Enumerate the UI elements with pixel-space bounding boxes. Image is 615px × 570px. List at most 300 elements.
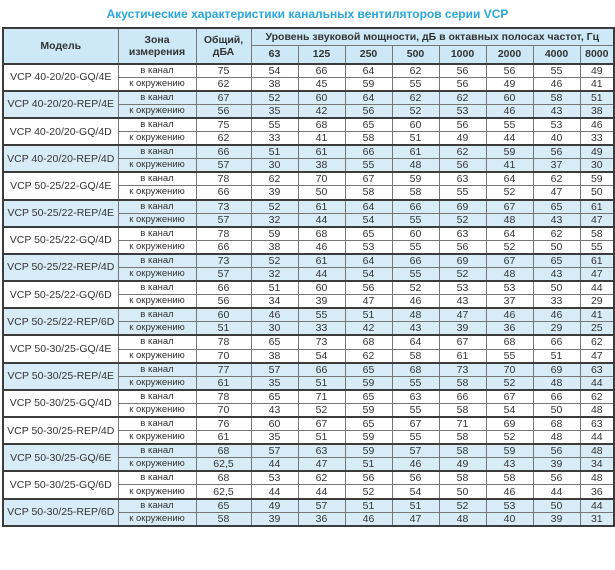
band-4000-cell: 46 — [533, 77, 580, 91]
band-1000-cell: 55 — [439, 186, 486, 200]
zone-surround-cell: к окружению — [118, 458, 196, 472]
band-4000-cell: 66 — [533, 390, 580, 404]
band-4000-cell: 56 — [533, 471, 580, 485]
band-4000-cell: 58 — [533, 91, 580, 105]
band-125-cell: 36 — [298, 512, 345, 526]
band-2000-cell: 52 — [486, 431, 533, 445]
band-2000-cell: 64 — [486, 227, 533, 241]
band-2000-cell: 67 — [486, 390, 533, 404]
total-dba-cell: 62,5 — [196, 485, 251, 499]
model-cell: VCP 50-30/25-REP/4D — [3, 417, 118, 444]
band-250-cell: 59 — [345, 77, 392, 91]
band-1000-cell: 56 — [439, 77, 486, 91]
band-2000-cell: 53 — [486, 281, 533, 295]
band-2000-cell: 59 — [486, 145, 533, 159]
band-4000-cell: 29 — [533, 322, 580, 336]
total-dba-cell: 66 — [196, 145, 251, 159]
band-1000-cell: 73 — [439, 363, 486, 377]
zone-surround-cell: к окружению — [118, 213, 196, 227]
band-125-cell: 45 — [298, 77, 345, 91]
total-dba-cell: 68 — [196, 471, 251, 485]
band-2000-cell: 44 — [486, 132, 533, 146]
table-row-in-duct — [3, 335, 614, 349]
band-63-cell: 38 — [251, 77, 298, 91]
band-250-cell: 42 — [345, 322, 392, 336]
header-zone — [118, 28, 196, 64]
model-cell: VCP 50-30/25-REP/6D — [3, 499, 118, 526]
band-250-cell: 56 — [345, 104, 392, 118]
band-125-cell: 41 — [298, 132, 345, 146]
band-2000-cell: 52 — [486, 376, 533, 390]
band-500-cell: 52 — [392, 281, 439, 295]
zone-surround-cell: к окружению — [118, 132, 196, 146]
table-row-in-duct — [3, 200, 614, 214]
band-8000-cell: 47 — [580, 349, 614, 363]
band-250-cell: 54 — [345, 267, 392, 281]
band-125-cell: 68 — [298, 118, 345, 132]
band-500-cell: 46 — [392, 295, 439, 309]
band-1000-cell: 50 — [439, 485, 486, 499]
band-4000-cell: 48 — [533, 376, 580, 390]
band-500-cell: 62 — [392, 91, 439, 105]
band-4000-cell: 43 — [533, 104, 580, 118]
band-250-cell: 47 — [345, 295, 392, 309]
band-250-cell: 66 — [345, 145, 392, 159]
band-2000-cell: 56 — [486, 64, 533, 78]
header-total — [196, 28, 251, 64]
band-63-cell: 59 — [251, 227, 298, 241]
band-1000-cell: 66 — [439, 390, 486, 404]
band-500-cell: 61 — [392, 145, 439, 159]
band-250-cell: 64 — [345, 91, 392, 105]
band-63-cell: 35 — [251, 376, 298, 390]
band-4000-cell: 37 — [533, 159, 580, 173]
model-cell: VCP 40-20/20-GQ/4D — [3, 118, 118, 145]
model-cell: VCP 50-25/22-REP/6D — [3, 308, 118, 335]
band-125-cell: 61 — [298, 145, 345, 159]
band-4000-cell: 65 — [533, 254, 580, 268]
band-125-cell: 46 — [298, 240, 345, 254]
total-dba-cell: 78 — [196, 227, 251, 241]
band-8000-cell: 61 — [580, 200, 614, 214]
total-dba-cell: 66 — [196, 186, 251, 200]
band-8000-cell: 59 — [580, 172, 614, 186]
band-1000-cell: 52 — [439, 267, 486, 281]
band-1000-cell: 56 — [439, 118, 486, 132]
table-row-in-duct — [3, 281, 614, 295]
band-125-cell: 38 — [298, 159, 345, 173]
zone-in-duct-cell: в канал — [118, 390, 196, 404]
band-500-cell: 55 — [392, 213, 439, 227]
band-8000-cell: 36 — [580, 485, 614, 499]
band-63-cell: 51 — [251, 145, 298, 159]
header-model: Модель — [3, 28, 118, 64]
table-row-in-duct — [3, 145, 614, 159]
band-125-cell: 68 — [298, 227, 345, 241]
band-250-cell: 65 — [345, 417, 392, 431]
band-250-cell: 67 — [345, 172, 392, 186]
total-dba-cell: 62 — [196, 77, 251, 91]
table-row-in-duct — [3, 172, 614, 186]
band-8000-cell: 47 — [580, 213, 614, 227]
band-1000-cell: 56 — [439, 240, 486, 254]
total-dba-cell: 76 — [196, 417, 251, 431]
band-1000-cell: 62 — [439, 91, 486, 105]
zone-surround-cell: к окружению — [118, 322, 196, 336]
band-125-cell: 51 — [298, 431, 345, 445]
band-4000-cell: 50 — [533, 499, 580, 513]
table-row-in-duct — [3, 444, 614, 458]
band-250-cell: 59 — [345, 376, 392, 390]
band-125-cell: 44 — [298, 485, 345, 499]
band-500-cell: 58 — [392, 186, 439, 200]
total-dba-cell: 61 — [196, 376, 251, 390]
page-title: Акустические характеристики канальных вентиляторов серии VCP — [106, 7, 509, 21]
total-dba-cell: 56 — [196, 295, 251, 309]
band-125-cell: 50 — [298, 186, 345, 200]
band-63-cell: 38 — [251, 349, 298, 363]
zone-in-duct-cell: в канал — [118, 471, 196, 485]
zone-in-duct-cell: в канал — [118, 172, 196, 186]
band-1000-cell: 71 — [439, 417, 486, 431]
model-cell: VCP 50-30/25-GQ/6D — [3, 471, 118, 498]
zone-surround-cell: к окружению — [118, 295, 196, 309]
total-dba-cell: 75 — [196, 118, 251, 132]
band-63-cell: 39 — [251, 512, 298, 526]
band-500-cell: 63 — [392, 390, 439, 404]
band-63-cell: 62 — [251, 172, 298, 186]
band-2000-cell: 64 — [486, 172, 533, 186]
band-1000-cell: 63 — [439, 227, 486, 241]
table-row-in-duct — [3, 118, 614, 132]
band-1000-cell: 63 — [439, 172, 486, 186]
band-250-cell: 59 — [345, 431, 392, 445]
band-8000-cell: 48 — [580, 444, 614, 458]
band-8000-cell: 61 — [580, 254, 614, 268]
band-250-cell: 58 — [345, 132, 392, 146]
total-dba-cell: 57 — [196, 159, 251, 173]
band-2000-cell: 54 — [486, 403, 533, 417]
band-125-cell: 42 — [298, 104, 345, 118]
band-125-cell: 73 — [298, 335, 345, 349]
band-2000-cell: 59 — [486, 444, 533, 458]
model-cell: VCP 50-25/22-REP/4D — [3, 254, 118, 281]
band-250-cell: 64 — [345, 200, 392, 214]
band-2000-cell: 68 — [486, 335, 533, 349]
band-500-cell: 62 — [392, 64, 439, 78]
table-row-in-duct — [3, 254, 614, 268]
band-2000-cell: 36 — [486, 322, 533, 336]
band-125-cell: 66 — [298, 64, 345, 78]
band-1000-cell: 58 — [439, 431, 486, 445]
band-2000-cell: 46 — [486, 308, 533, 322]
band-2000-cell: 46 — [486, 104, 533, 118]
band-63-cell: 52 — [251, 91, 298, 105]
band-125-cell: 39 — [298, 295, 345, 309]
band-1000-cell: 49 — [439, 458, 486, 472]
model-cell: VCP 50-30/25-GQ/4E — [3, 335, 118, 362]
band-8000-cell: 62 — [580, 390, 614, 404]
band-125-cell: 47 — [298, 458, 345, 472]
band-4000-cell: 53 — [533, 118, 580, 132]
model-cell: VCP 50-30/25-GQ/4D — [3, 390, 118, 417]
band-8000-cell: 49 — [580, 145, 614, 159]
band-4000-cell: 40 — [533, 132, 580, 146]
zone-in-duct-cell: в канал — [118, 499, 196, 513]
table-row-in-duct — [3, 390, 614, 404]
band-63-cell: 44 — [251, 485, 298, 499]
zone-in-duct-cell: в канал — [118, 444, 196, 458]
band-63-cell: 53 — [251, 471, 298, 485]
band-500-cell: 54 — [392, 485, 439, 499]
header-freq-1000: 1000 — [439, 46, 486, 64]
model-cell: VCP 50-25/22-REP/4E — [3, 200, 118, 227]
band-500-cell: 51 — [392, 132, 439, 146]
band-63-cell: 35 — [251, 431, 298, 445]
zone-surround-cell: к окружению — [118, 349, 196, 363]
header-freq-125: 125 — [298, 46, 345, 64]
band-500-cell: 55 — [392, 376, 439, 390]
band-63-cell: 65 — [251, 335, 298, 349]
table-body — [3, 64, 614, 526]
band-125-cell: 60 — [298, 281, 345, 295]
band-63-cell: 46 — [251, 308, 298, 322]
band-1000-cell: 67 — [439, 335, 486, 349]
total-dba-cell: 78 — [196, 172, 251, 186]
zone-in-duct-cell: в канал — [118, 227, 196, 241]
zone-in-duct-cell: в канал — [118, 363, 196, 377]
band-8000-cell: 44 — [580, 431, 614, 445]
model-cell: VCP 40-20/20-REP/4E — [3, 91, 118, 118]
band-63-cell: 52 — [251, 254, 298, 268]
zone-surround-cell: к окружению — [118, 267, 196, 281]
band-2000-cell: 37 — [486, 295, 533, 309]
band-4000-cell: 55 — [533, 64, 580, 78]
band-500-cell: 66 — [392, 200, 439, 214]
band-125-cell: 33 — [298, 322, 345, 336]
band-8000-cell: 48 — [580, 403, 614, 417]
zone-surround-cell: к окружению — [118, 403, 196, 417]
band-8000-cell: 33 — [580, 132, 614, 146]
band-2000-cell: 55 — [486, 118, 533, 132]
band-125-cell: 51 — [298, 376, 345, 390]
band-63-cell: 38 — [251, 240, 298, 254]
band-1000-cell: 47 — [439, 308, 486, 322]
band-4000-cell: 68 — [533, 417, 580, 431]
band-63-cell: 65 — [251, 390, 298, 404]
band-4000-cell: 56 — [533, 444, 580, 458]
band-8000-cell: 62 — [580, 335, 614, 349]
band-1000-cell: 58 — [439, 444, 486, 458]
band-63-cell: 51 — [251, 281, 298, 295]
total-dba-cell: 57 — [196, 213, 251, 227]
band-1000-cell: 69 — [439, 200, 486, 214]
band-125-cell: 55 — [298, 308, 345, 322]
band-4000-cell: 47 — [533, 186, 580, 200]
table-row-in-duct — [3, 417, 614, 431]
band-63-cell: 52 — [251, 200, 298, 214]
band-500-cell: 64 — [392, 335, 439, 349]
model-cell: VCP 50-30/25-GQ/6E — [3, 444, 118, 471]
band-2000-cell: 53 — [486, 499, 533, 513]
band-4000-cell: 50 — [533, 281, 580, 295]
table-row-in-duct — [3, 499, 614, 513]
band-250-cell: 55 — [345, 159, 392, 173]
band-4000-cell: 66 — [533, 335, 580, 349]
band-8000-cell: 38 — [580, 104, 614, 118]
header-total-line2: дБА — [212, 45, 235, 58]
band-500-cell: 55 — [392, 431, 439, 445]
total-dba-cell: 68 — [196, 444, 251, 458]
model-cell: VCP 50-25/22-GQ/4E — [3, 172, 118, 199]
band-63-cell: 43 — [251, 403, 298, 417]
zone-in-duct-cell: в канал — [118, 335, 196, 349]
table-row-in-duct — [3, 64, 614, 78]
band-63-cell: 32 — [251, 213, 298, 227]
band-1000-cell: 69 — [439, 254, 486, 268]
total-dba-cell: 65 — [196, 499, 251, 513]
header-spl: Уровень звуковой мощности, дБ в октавных полосах частот, Гц — [251, 28, 614, 46]
band-4000-cell: 65 — [533, 200, 580, 214]
model-cell: VCP 40-20/20-REP/4D — [3, 145, 118, 172]
band-2000-cell: 40 — [486, 512, 533, 526]
band-63-cell: 57 — [251, 363, 298, 377]
band-4000-cell: 50 — [533, 403, 580, 417]
model-cell: VCP 50-30/25-REP/4E — [3, 363, 118, 390]
band-2000-cell: 46 — [486, 485, 533, 499]
band-250-cell: 51 — [345, 308, 392, 322]
header-freq-250: 250 — [345, 46, 392, 64]
band-125-cell: 66 — [298, 363, 345, 377]
band-8000-cell: 44 — [580, 499, 614, 513]
band-500-cell: 47 — [392, 512, 439, 526]
band-4000-cell: 69 — [533, 363, 580, 377]
total-dba-cell: 60 — [196, 308, 251, 322]
band-2000-cell: 52 — [486, 240, 533, 254]
table-row-in-duct — [3, 91, 614, 105]
band-4000-cell: 56 — [533, 145, 580, 159]
band-125-cell: 54 — [298, 349, 345, 363]
zone-in-duct-cell: в канал — [118, 254, 196, 268]
band-500-cell: 46 — [392, 458, 439, 472]
header-freq-4000: 4000 — [533, 46, 580, 64]
zone-surround-cell: к окружению — [118, 240, 196, 254]
band-500-cell: 48 — [392, 159, 439, 173]
band-4000-cell: 62 — [533, 172, 580, 186]
band-2000-cell: 52 — [486, 186, 533, 200]
band-500-cell: 52 — [392, 104, 439, 118]
band-2000-cell: 49 — [486, 77, 533, 91]
band-250-cell: 51 — [345, 458, 392, 472]
band-1000-cell: 52 — [439, 499, 486, 513]
total-dba-cell: 77 — [196, 363, 251, 377]
band-250-cell: 54 — [345, 213, 392, 227]
band-8000-cell: 48 — [580, 471, 614, 485]
zone-in-duct-cell: в канал — [118, 281, 196, 295]
total-dba-cell: 67 — [196, 91, 251, 105]
header-zone-label: Зона измерения — [128, 33, 186, 58]
band-250-cell: 65 — [345, 118, 392, 132]
band-8000-cell: 29 — [580, 295, 614, 309]
zone-in-duct-cell: в канал — [118, 145, 196, 159]
band-250-cell: 64 — [345, 254, 392, 268]
model-cell: VCP 50-25/22-GQ/4D — [3, 227, 118, 254]
total-dba-cell: 56 — [196, 104, 251, 118]
zone-surround-cell: к окружению — [118, 512, 196, 526]
band-2000-cell: 67 — [486, 254, 533, 268]
band-125-cell: 63 — [298, 444, 345, 458]
zone-surround-cell: к окружению — [118, 104, 196, 118]
model-cell: VCP 40-20/20-GQ/4E — [3, 64, 118, 91]
band-4000-cell: 44 — [533, 485, 580, 499]
band-1000-cell: 48 — [439, 512, 486, 526]
total-dba-cell: 58 — [196, 512, 251, 526]
band-2000-cell: 67 — [486, 200, 533, 214]
band-250-cell: 56 — [345, 471, 392, 485]
band-63-cell: 57 — [251, 444, 298, 458]
band-125-cell: 52 — [298, 403, 345, 417]
band-4000-cell: 51 — [533, 349, 580, 363]
total-dba-cell: 66 — [196, 281, 251, 295]
band-2000-cell: 70 — [486, 363, 533, 377]
zone-surround-cell: к окружению — [118, 485, 196, 499]
band-125-cell: 71 — [298, 390, 345, 404]
band-63-cell: 30 — [251, 159, 298, 173]
band-1000-cell: 58 — [439, 376, 486, 390]
band-63-cell: 49 — [251, 499, 298, 513]
band-500-cell: 55 — [392, 403, 439, 417]
band-250-cell: 59 — [345, 403, 392, 417]
band-2000-cell: 48 — [486, 213, 533, 227]
header-freq-2000: 2000 — [486, 46, 533, 64]
total-dba-cell: 78 — [196, 390, 251, 404]
band-63-cell: 35 — [251, 104, 298, 118]
band-1000-cell: 53 — [439, 281, 486, 295]
band-500-cell: 48 — [392, 308, 439, 322]
band-63-cell: 33 — [251, 132, 298, 146]
zone-in-duct-cell: в канал — [118, 91, 196, 105]
band-250-cell: 64 — [345, 64, 392, 78]
band-8000-cell: 63 — [580, 417, 614, 431]
band-1000-cell: 49 — [439, 132, 486, 146]
band-125-cell: 60 — [298, 91, 345, 105]
total-dba-cell: 73 — [196, 254, 251, 268]
total-dba-cell: 75 — [196, 64, 251, 78]
total-dba-cell: 61 — [196, 431, 251, 445]
band-125-cell: 62 — [298, 471, 345, 485]
band-2000-cell: 58 — [486, 471, 533, 485]
band-8000-cell: 46 — [580, 118, 614, 132]
band-125-cell: 44 — [298, 267, 345, 281]
header-freq-500: 500 — [392, 46, 439, 64]
band-1000-cell: 62 — [439, 145, 486, 159]
band-4000-cell: 48 — [533, 431, 580, 445]
band-8000-cell: 25 — [580, 322, 614, 336]
total-dba-cell: 62,5 — [196, 458, 251, 472]
band-125-cell: 61 — [298, 200, 345, 214]
band-8000-cell: 47 — [580, 267, 614, 281]
band-4000-cell: 43 — [533, 267, 580, 281]
band-8000-cell: 30 — [580, 159, 614, 173]
band-1000-cell: 53 — [439, 104, 486, 118]
band-2000-cell: 55 — [486, 349, 533, 363]
band-8000-cell: 58 — [580, 227, 614, 241]
band-250-cell: 53 — [345, 240, 392, 254]
band-500-cell: 60 — [392, 227, 439, 241]
table-row-in-duct — [3, 308, 614, 322]
zone-surround-cell: к окружению — [118, 186, 196, 200]
total-dba-cell: 73 — [196, 200, 251, 214]
